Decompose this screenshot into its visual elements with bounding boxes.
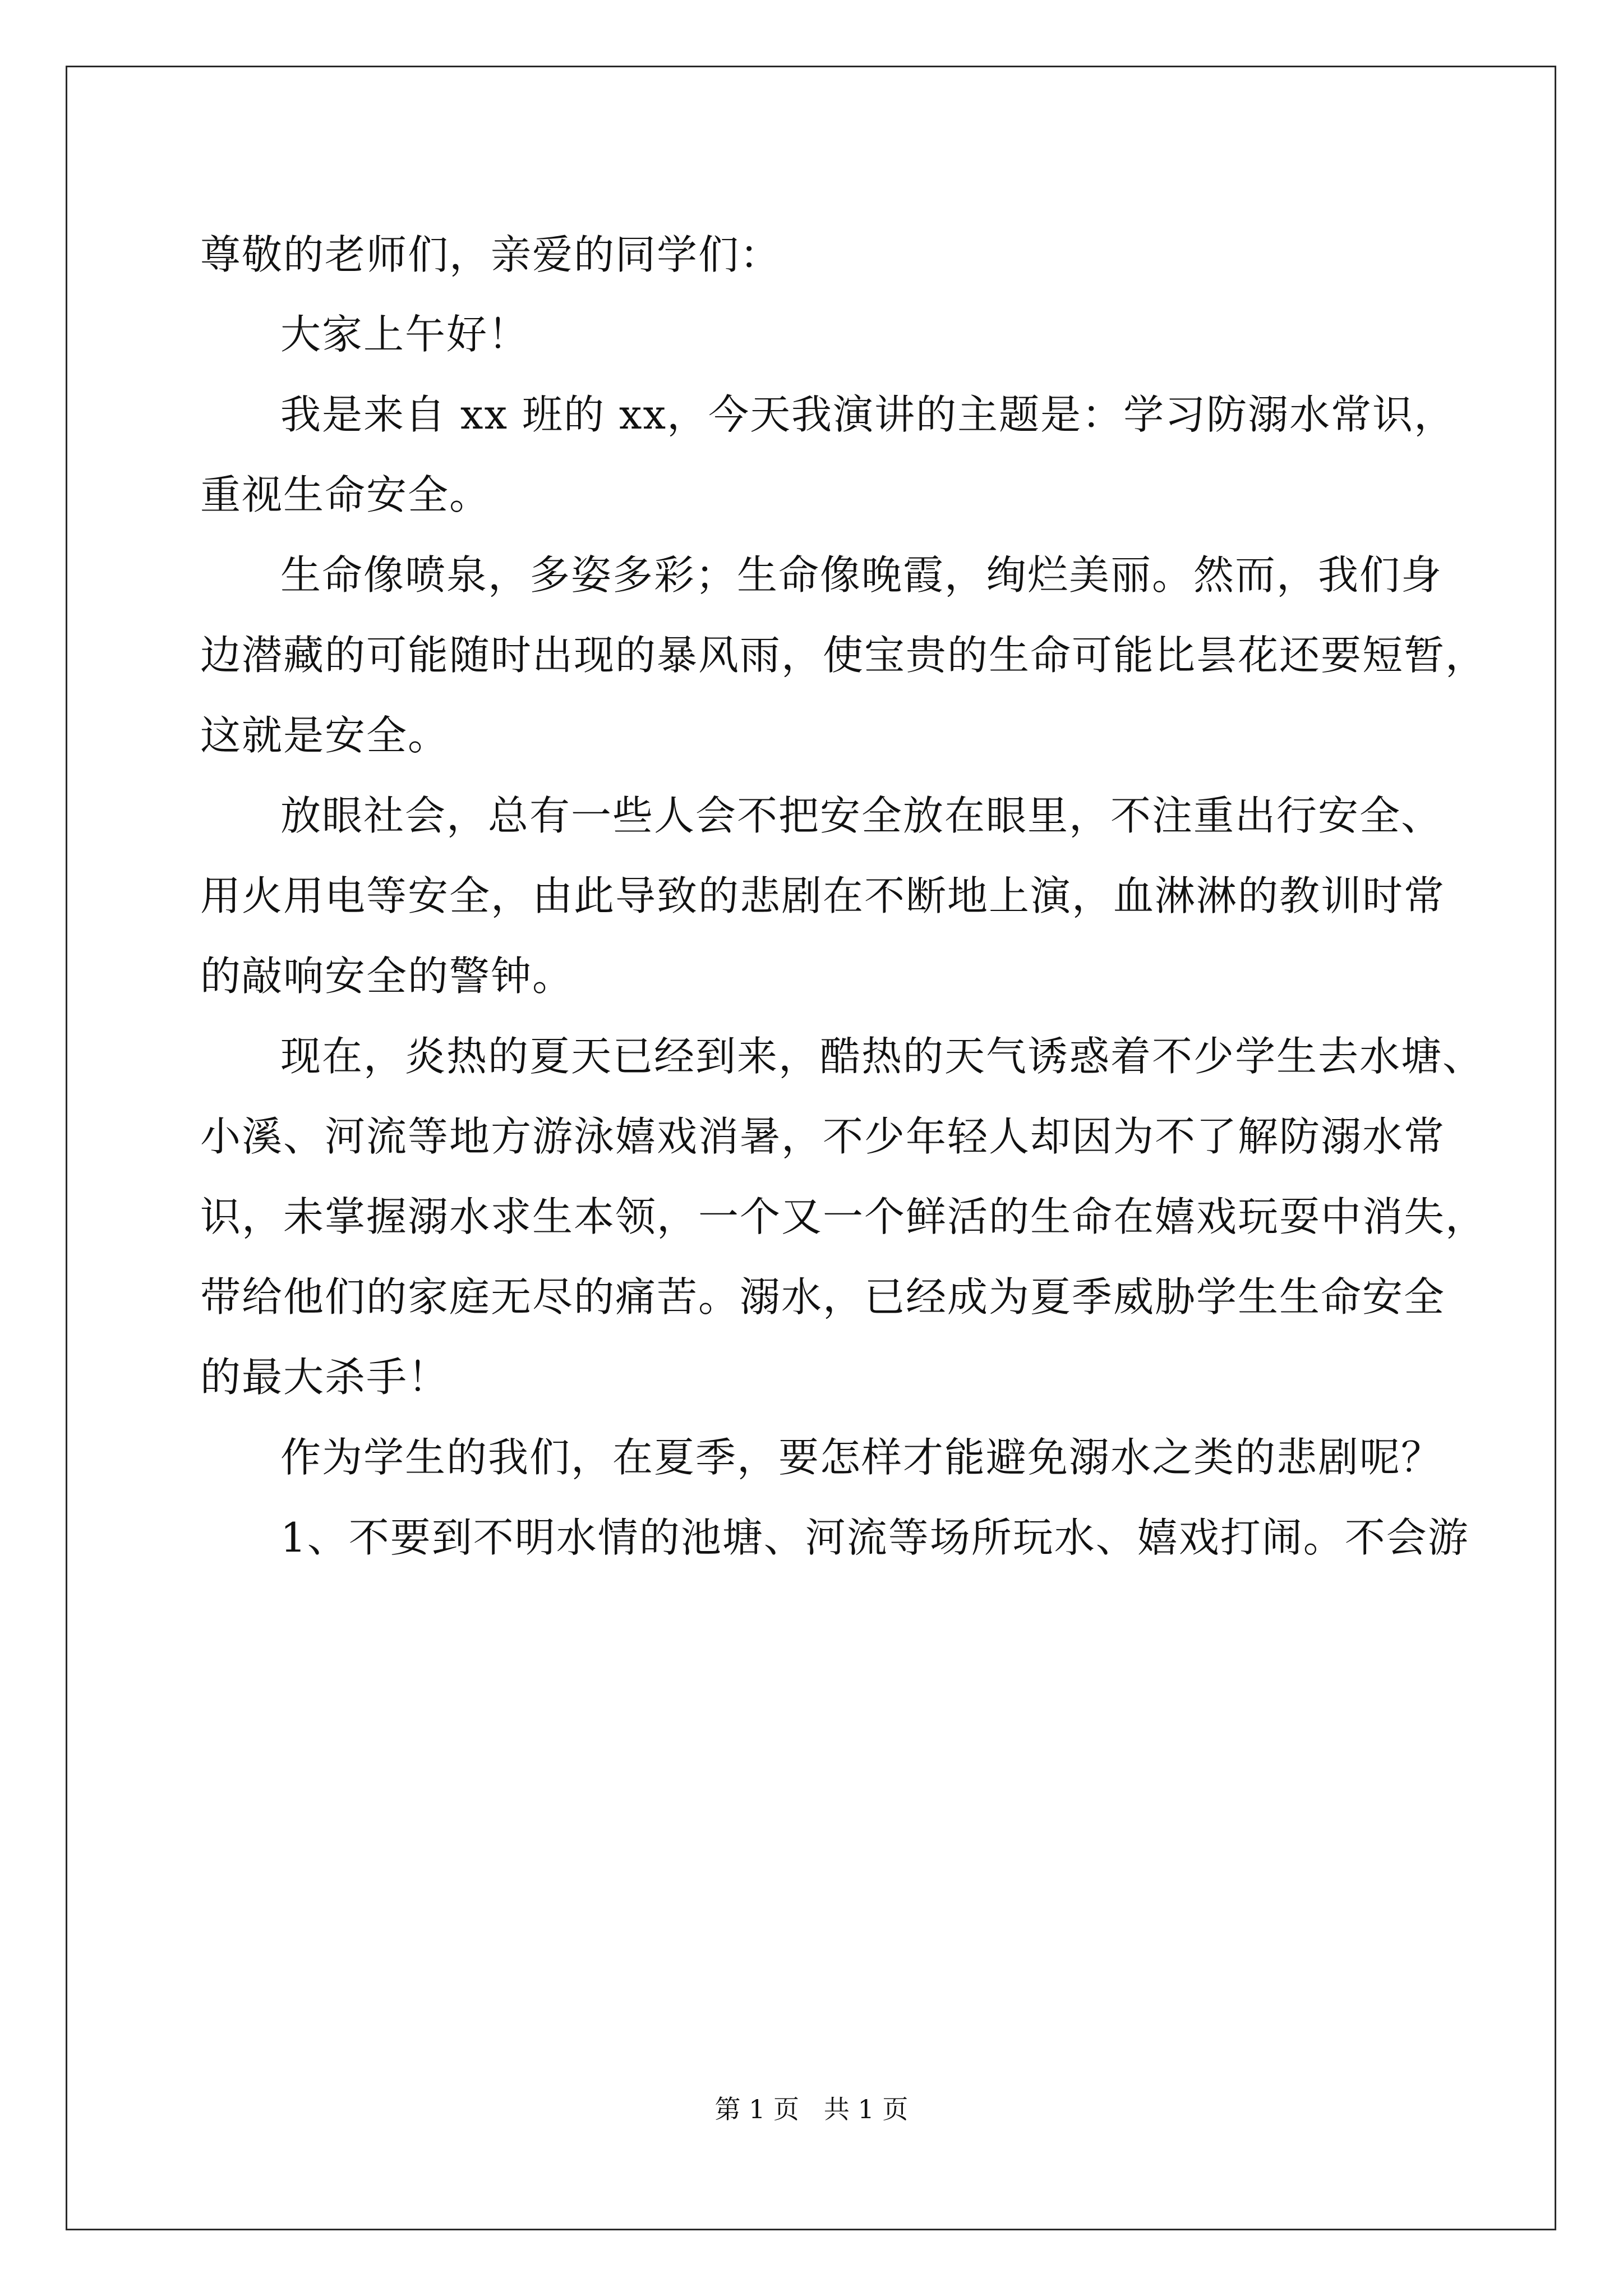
body-line: 带给他们的家庭无尽的痛苦。溺水，已经成为夏季威胁学生生命安全 xyxy=(200,1273,1446,1320)
body-line: 识，未掌握溺水求生本领，一个又一个鲜活的生命在嬉戏玩耍中消失， xyxy=(200,1193,1487,1240)
body-line: 的最大杀手！ xyxy=(200,1354,450,1401)
body-line: 我是来自 xx 班的 xx，今天我演讲的主题是：学习防溺水常识， xyxy=(280,391,1456,438)
body-line: 1、不要到不明水情的池塘、河流等场所玩水、嬉戏打闹。不会游 xyxy=(280,1514,1469,1561)
body-line: 作为学生的我们，在夏季，要怎样才能避免溺水之类的悲剧呢？ xyxy=(280,1434,1443,1481)
body-line: 放眼社会，总有一些人会不把安全放在眼里，不注重出行安全、 xyxy=(280,792,1443,839)
body-line: 这就是安全。 xyxy=(200,712,450,759)
salutation: 尊敬的老师们，亲爱的同学们： xyxy=(200,231,782,278)
body-line: 边潜藏的可能随时出现的暴风雨，使宝贵的生命可能比昙花还要短暂， xyxy=(200,632,1487,679)
greeting: 大家上午好！ xyxy=(280,311,530,358)
body-line: 的敲响安全的警钟。 xyxy=(200,953,574,1000)
body-line: 生命像喷泉，多姿多彩；生命像晚霞，绚烂美丽。然而，我们身 xyxy=(280,551,1443,599)
body-line: 用火用电等安全，由此导致的悲剧在不断地上演，血淋淋的教训时常 xyxy=(200,872,1446,919)
body-line: 重视生命安全。 xyxy=(200,471,491,518)
body-line: 小溪、河流等地方游泳嬉戏消暑，不少年轻人却因为不了解防溺水常 xyxy=(200,1113,1446,1160)
body-line: 现在，炎热的夏天已经到来，酷热的天气诱惑着不少学生去水塘、 xyxy=(280,1033,1484,1080)
page-number-footer: 第 1 页 共 1 页 xyxy=(714,2094,909,2124)
